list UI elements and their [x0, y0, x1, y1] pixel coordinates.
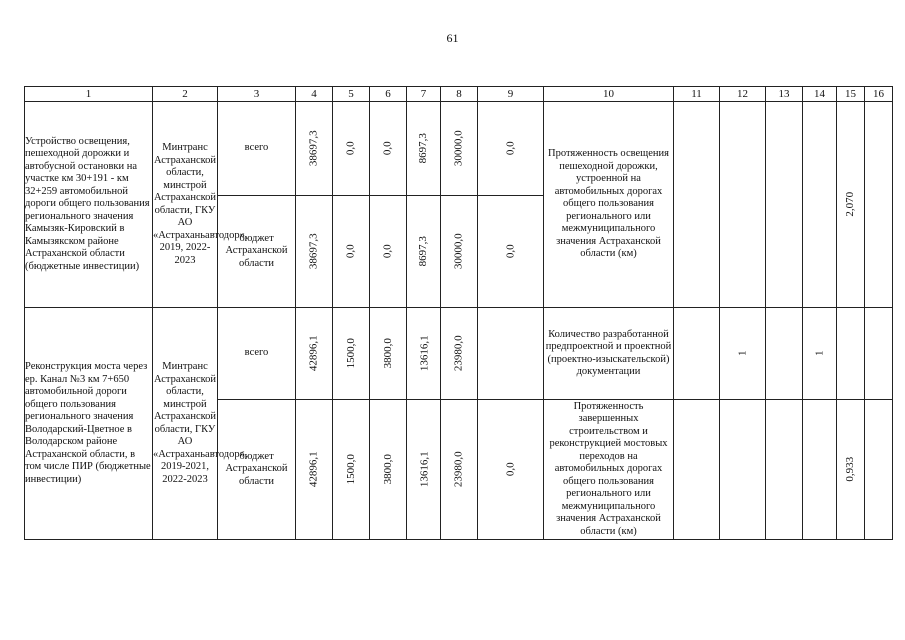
indicator-cell — [803, 102, 837, 308]
indicator-cell — [865, 102, 893, 308]
indicator-cell — [674, 102, 720, 308]
value-cell — [370, 196, 407, 308]
value-2021: 13616,1 — [418, 451, 431, 487]
header-cell: 7 — [407, 87, 441, 102]
value-cell — [296, 102, 333, 196]
indicator-name: Количество разработанной предпроектной и проектной (проектно-изыскательской) документации — [544, 308, 674, 400]
indicator-name: Протяженность завершенных строительством и реконструкцией мостовых переходов на автомобильных дорогах общего пользования регионального или межмуниципального значения Астраханской области (км) — [544, 400, 674, 540]
total-value: 42896,1 — [307, 335, 320, 371]
value-cell — [407, 400, 441, 540]
header-cell: 2 — [153, 87, 218, 102]
table-row — [25, 102, 893, 196]
value-2019: 0,0 — [344, 244, 357, 258]
header-cell: 15 — [837, 87, 865, 102]
indicator-cell — [865, 400, 893, 540]
header-cell: 4 — [296, 87, 333, 102]
indicator-cell — [803, 400, 837, 540]
value-cell — [333, 196, 370, 308]
value-2021: 8697,3 — [417, 132, 430, 164]
indicator-cell — [720, 102, 766, 308]
value-cell — [478, 196, 544, 308]
value-cell — [370, 308, 407, 400]
total-value: 42896,1 — [307, 451, 320, 487]
value-2020: 3800,0 — [381, 453, 394, 485]
total-value: 38697,3 — [307, 233, 320, 269]
page-number: 61 — [446, 31, 459, 45]
header-cell: 1 — [25, 87, 153, 102]
value-2021: 8697,3 — [417, 235, 430, 267]
value-cell — [407, 102, 441, 196]
funding-source: бюджет Астраханской области — [218, 400, 296, 540]
total-value: 38697,3 — [307, 130, 320, 166]
header-cell: 11 — [674, 87, 720, 102]
value-2020: 0,0 — [381, 244, 394, 258]
value-2019: 1500,0 — [344, 453, 357, 485]
indicator-value: 1 — [813, 350, 826, 356]
header-cell: 6 — [370, 87, 407, 102]
value-cell — [441, 102, 478, 196]
value-2019: 0,0 — [344, 141, 357, 155]
data-table — [24, 86, 893, 540]
value-cell — [407, 308, 441, 400]
header-cell: 5 — [333, 87, 370, 102]
value-cell — [333, 308, 370, 400]
indicator-cell — [837, 400, 865, 540]
indicator-value: 2,070 — [844, 191, 857, 217]
value-2020: 3800,0 — [381, 337, 394, 369]
funding-source: всего — [218, 308, 296, 400]
value-cell — [333, 400, 370, 540]
table-row — [25, 308, 893, 400]
indicator-cell — [803, 308, 837, 400]
indicator-cell — [720, 400, 766, 540]
value-2022: 30000,0 — [452, 233, 465, 269]
indicator-cell — [766, 400, 803, 540]
value-cell — [407, 196, 441, 308]
value-cell — [370, 400, 407, 540]
value-cell — [333, 102, 370, 196]
value-cell — [370, 102, 407, 196]
indicator-cell — [674, 400, 720, 540]
value-2022: 23980,0 — [452, 335, 465, 371]
indicator-cell — [766, 308, 803, 400]
header-cell: 13 — [766, 87, 803, 102]
object-name: Устройство освещения, пешеходной дорожки и автобусной остановки на участке км 30+191 - км 32+259 автомобильной дороги общего пользования регионального значения Камызяк-Кировский в Камызякском районе Астраханской области (бюджетные инвестиции) — [25, 102, 153, 308]
value-2020: 0,0 — [381, 141, 394, 155]
header-cell: 8 — [441, 87, 478, 102]
value-2023: 0,0 — [504, 244, 517, 258]
indicator-cell — [720, 308, 766, 400]
header-cell: 10 — [544, 87, 674, 102]
header-cell: 9 — [478, 87, 544, 102]
header-cell: 16 — [865, 87, 893, 102]
value-2022: 30000,0 — [452, 130, 465, 166]
indicator-cell — [865, 308, 893, 400]
indicator-cell — [837, 308, 865, 400]
value-cell — [478, 400, 544, 540]
value-cell — [441, 196, 478, 308]
value-2023: 0,0 — [504, 141, 517, 155]
executor: Минтранс Астраханской области, минстрой Астраханской области, ГКУ АО «Астраханьавтодор», 2019-2021, 2022-2023 — [153, 308, 218, 540]
indicator-cell — [674, 308, 720, 400]
funding-source: бюджет Астраханской области — [218, 196, 296, 308]
value-2022: 23980,0 — [452, 451, 465, 487]
value-cell — [441, 308, 478, 400]
value-2021: 13616,1 — [418, 335, 431, 371]
value-cell — [478, 102, 544, 196]
executor: Минтранс Астраханской области, минстрой Астраханской области, ГКУ АО «Астраханьавтодор», 2019, 2022-2023 — [153, 102, 218, 308]
value-2023: 0,0 — [504, 462, 517, 476]
header-row — [25, 87, 893, 102]
value-cell — [296, 400, 333, 540]
indicator-cell — [837, 102, 865, 308]
funding-source: всего — [218, 102, 296, 196]
value-cell — [296, 196, 333, 308]
indicator-value: 1 — [736, 350, 749, 356]
header-cell: 3 — [218, 87, 296, 102]
header-cell: 12 — [720, 87, 766, 102]
indicator-cell — [766, 102, 803, 308]
indicator-value: 0,933 — [844, 456, 857, 482]
header-cell: 14 — [803, 87, 837, 102]
object-name: Реконструкция моста через ер. Канал №3 км 7+650 автомобильной дороги общего пользования регионального значения Володарский-Цветное в Володарском районе Астраханской области, в том числе ПИР (бюджетные инвестиции) — [25, 308, 153, 540]
value-cell — [296, 308, 333, 400]
indicator-name: Протяженность освещения пешеходной дорожки, устроенной на автомобильных дорогах общего пользования регионального или межмуниципального значения Астраханской области (км) — [544, 102, 674, 308]
value-cell — [441, 400, 478, 540]
value-2019: 1500,0 — [344, 337, 357, 369]
value-cell — [478, 308, 544, 400]
